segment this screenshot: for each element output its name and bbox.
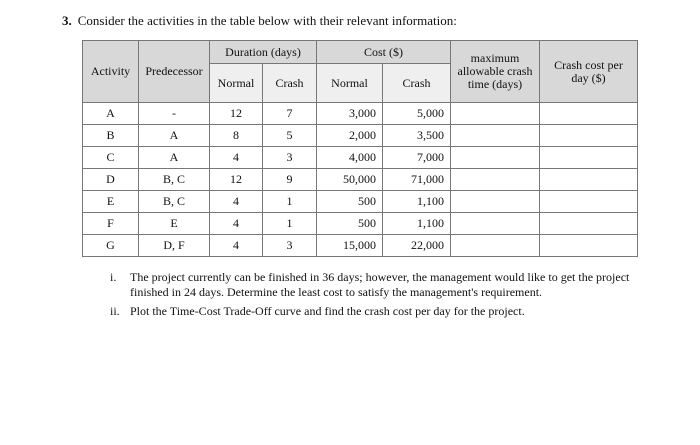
cell-pred: E bbox=[139, 213, 210, 235]
cell-empty bbox=[451, 125, 540, 147]
header-cost-normal: Normal bbox=[317, 64, 383, 103]
cell-empty bbox=[451, 169, 540, 191]
cell-empty bbox=[540, 147, 638, 169]
question-heading bbox=[62, 13, 457, 29]
cell-dn: 4 bbox=[210, 191, 263, 213]
cell-cc: 71,000 bbox=[383, 169, 451, 191]
cell-cc: 5,000 bbox=[383, 103, 451, 125]
sub-question bbox=[110, 304, 630, 319]
cell-cc: 7,000 bbox=[383, 147, 451, 169]
header-duration-crash: Crash bbox=[263, 64, 317, 103]
cell-pred: B, C bbox=[139, 169, 210, 191]
cell-activity: B bbox=[83, 125, 139, 147]
question-number: 3. bbox=[62, 13, 72, 28]
cell-activity: F bbox=[83, 213, 139, 235]
cell-empty bbox=[451, 191, 540, 213]
cell-dn: 12 bbox=[210, 169, 263, 191]
cell-empty bbox=[451, 103, 540, 125]
cell-dn: 8 bbox=[210, 125, 263, 147]
cell-activity: E bbox=[83, 191, 139, 213]
cell-dn: 4 bbox=[210, 235, 263, 257]
cell-activity: G bbox=[83, 235, 139, 257]
cell-empty bbox=[540, 169, 638, 191]
item-text: Plot the Time-Cost Trade-Off curve and find the crash cost per day for the project. bbox=[130, 304, 525, 318]
cell-empty bbox=[451, 235, 540, 257]
header-crash-cost: Crash cost per day ($) bbox=[540, 41, 638, 103]
table-row bbox=[83, 213, 638, 235]
cell-dn: 4 bbox=[210, 213, 263, 235]
cell-empty bbox=[451, 147, 540, 169]
cell-dc: 9 bbox=[263, 169, 317, 191]
cell-cn: 4,000 bbox=[317, 147, 383, 169]
cell-pred: D, F bbox=[139, 235, 210, 257]
cell-cn: 50,000 bbox=[317, 169, 383, 191]
cell-cn: 500 bbox=[317, 213, 383, 235]
header-duration-normal: Normal bbox=[210, 64, 263, 103]
header-max-crash: maximum allowable crash time (days) bbox=[451, 41, 540, 103]
item-text: The project currently can be finished in 36 days; however, the management would like to get the project finished in 24 days. Determine the least cost to satisfy the management's requirement. bbox=[130, 270, 630, 299]
cell-pred: B, C bbox=[139, 191, 210, 213]
cell-empty bbox=[540, 213, 638, 235]
cell-dn: 12 bbox=[210, 103, 263, 125]
cell-pred: A bbox=[139, 147, 210, 169]
cell-pred: - bbox=[139, 103, 210, 125]
sub-question bbox=[110, 270, 630, 300]
cell-dc: 7 bbox=[263, 103, 317, 125]
item-number: ii. bbox=[110, 304, 120, 318]
cell-cn: 3,000 bbox=[317, 103, 383, 125]
cell-dc: 3 bbox=[263, 235, 317, 257]
question-text: Consider the activities in the table below with their relevant information: bbox=[77, 13, 457, 28]
sub-questions bbox=[110, 270, 630, 323]
cell-empty bbox=[540, 235, 638, 257]
cell-empty bbox=[540, 125, 638, 147]
cell-cc: 1,100 bbox=[383, 191, 451, 213]
cell-cn: 500 bbox=[317, 191, 383, 213]
table-row bbox=[83, 147, 638, 169]
cell-dn: 4 bbox=[210, 147, 263, 169]
table-row bbox=[83, 169, 638, 191]
cell-activity: D bbox=[83, 169, 139, 191]
cell-cn: 2,000 bbox=[317, 125, 383, 147]
table-row bbox=[83, 191, 638, 213]
header-predecessor: Predecessor bbox=[139, 41, 210, 103]
cell-empty bbox=[540, 191, 638, 213]
cell-activity: C bbox=[83, 147, 139, 169]
cell-cn: 15,000 bbox=[317, 235, 383, 257]
table-row bbox=[83, 125, 638, 147]
table-row bbox=[83, 235, 638, 257]
cell-cc: 1,100 bbox=[383, 213, 451, 235]
header-cost: Cost ($) bbox=[317, 41, 451, 64]
cell-cc: 22,000 bbox=[383, 235, 451, 257]
cell-empty bbox=[451, 213, 540, 235]
cell-dc: 1 bbox=[263, 213, 317, 235]
cell-activity: A bbox=[83, 103, 139, 125]
cell-empty bbox=[540, 103, 638, 125]
activity-table bbox=[82, 40, 638, 257]
table-row bbox=[83, 103, 638, 125]
item-number: i. bbox=[110, 270, 117, 284]
cell-cc: 3,500 bbox=[383, 125, 451, 147]
header-cost-crash: Crash bbox=[383, 64, 451, 103]
header-duration: Duration (days) bbox=[210, 41, 317, 64]
cell-pred: A bbox=[139, 125, 210, 147]
cell-dc: 3 bbox=[263, 147, 317, 169]
cell-dc: 5 bbox=[263, 125, 317, 147]
cell-dc: 1 bbox=[263, 191, 317, 213]
header-activity: Activity bbox=[83, 41, 139, 103]
